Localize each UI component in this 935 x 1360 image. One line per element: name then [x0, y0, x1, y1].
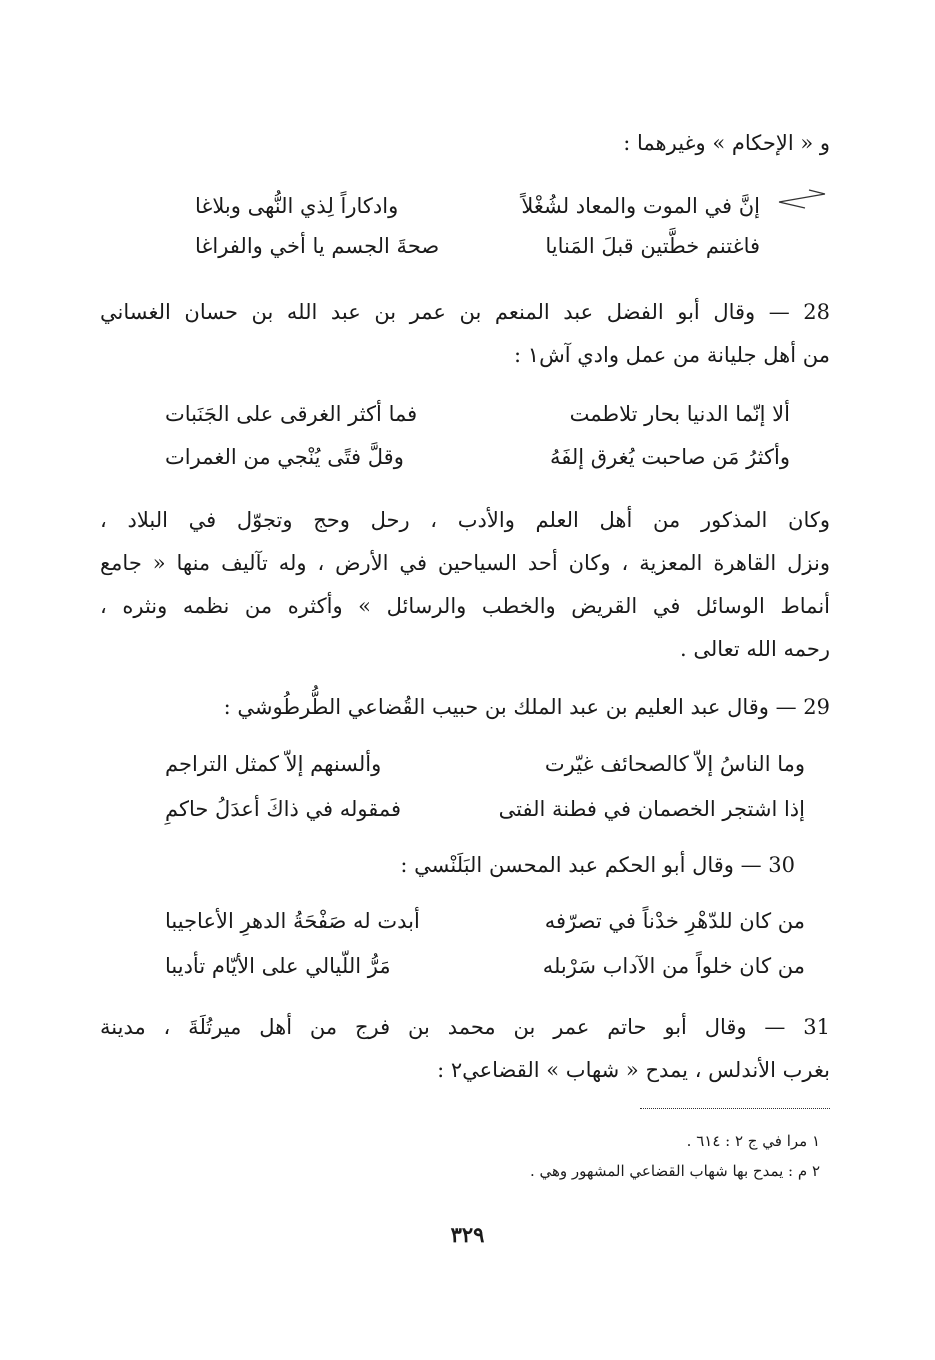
prose28-line-3: أنماط الوسائل في القريض والخطب والرسائل » وأكثره من نظمه ونثره ، [100, 594, 830, 618]
poem4-verse-1 [165, 905, 805, 937]
hemistich: إنَّ في الموت والمعاد لشُغْلاً [521, 194, 760, 218]
hemistich: من كان خلواً من الآداب سَرْبله [542, 954, 805, 978]
prose28-line-4: رحمه الله تعالى . [680, 637, 830, 661]
footnote-2: ٢ م : يمدح بها شهاب القضاعي المشهور وهي . [529, 1162, 820, 1180]
entry31-line-2: بغرب الأندلس ، يمدح « شهاب » القضاعي٢ : [437, 1058, 830, 1082]
prose28-line-1: وكان المذكور من أهل العلم والأدب ، رحل وحج وتجوّل في البلاد ، [100, 508, 830, 532]
hemistich: فاغتنم خطَّتين قبلَ المَنايا [545, 234, 760, 258]
entry31-line-1: 31 — وقال أبو حاتم عمر بن محمد بن فرج من أهل ميرتُلَةَ ، مدينة [100, 1015, 830, 1039]
intro-line: و « الإحكام » وغيرهما : [623, 131, 830, 155]
poem1-verse-2 [195, 230, 760, 262]
poem1-verse-1 [195, 190, 760, 222]
prose28-line-2: ونزل القاهرة المعزية ، وكان أحد السياحين في الأرض ، وله تآليف منها « جامع [100, 551, 830, 575]
hemistich: وقلَّ فتًى يُنْجي من الغمرات [165, 445, 404, 469]
hemistich: مَرُّ اللّيالي على الأيّام تأديبا [165, 954, 391, 978]
hemistich: فمقوله في ذاكَ أعدَلُ حاكمِ [165, 797, 402, 821]
hemistich: وأكثرُ مَن صاحبت يُغرق إلفَهُ [550, 445, 790, 469]
poem2-verse-2 [165, 441, 790, 473]
entry28-line-1: 28 — وقال أبو الفضل عبد المنعم بن عمر بن عبد الله بن حسان الغساني [100, 300, 830, 324]
entry28-line-2: من أهل جليانة من عمل وادي آش١ : [514, 343, 830, 367]
entry30-line: 30 — وقال أبو الحكم عبد المحسن البَلَنْسي : [400, 853, 795, 877]
hemistich: وادكاراً لِذي النُّهى وبلاغا [195, 194, 399, 218]
hemistich: ألا إنّما الدنيا بحار تلاطمت [569, 402, 790, 426]
margin-arrow-icon [775, 188, 827, 210]
entry29-line: 29 — وقال عبد العليم بن عبد الملك بن حبيب القُضاعي الطُّرطُوشي : [223, 695, 830, 719]
hemistich: إذا اشتجر الخصمان في فطنة الفتى [498, 797, 805, 821]
hemistich: وألسنهم إلاّ كمثل التراجم [165, 752, 382, 776]
footnote-divider [640, 1108, 830, 1109]
hemistich: صحةَ الجسم يا أخي والفراغا [195, 234, 440, 258]
hemistich: وما الناسُ إلاّ كالصحائف غيّرت [544, 752, 805, 776]
hemistich: أبدت له صَفْحَةُ الدهرِ الأعاجيبا [165, 909, 420, 933]
poem3-verse-1 [165, 748, 805, 780]
hemistich: فما أكثر الغرقى على الجَنَبات [165, 402, 418, 426]
poem2-verse-1 [165, 398, 790, 430]
hemistich: من كان للدّهْرِ خدْناً في تصرّفه [544, 909, 805, 933]
page-number: ٣٢٩ [450, 1222, 485, 1247]
poem3-verse-2 [165, 793, 805, 825]
footnote-1: ١ مرا في ج ٢ : ٦١٤ . [686, 1132, 820, 1150]
poem4-verse-2 [165, 950, 805, 982]
